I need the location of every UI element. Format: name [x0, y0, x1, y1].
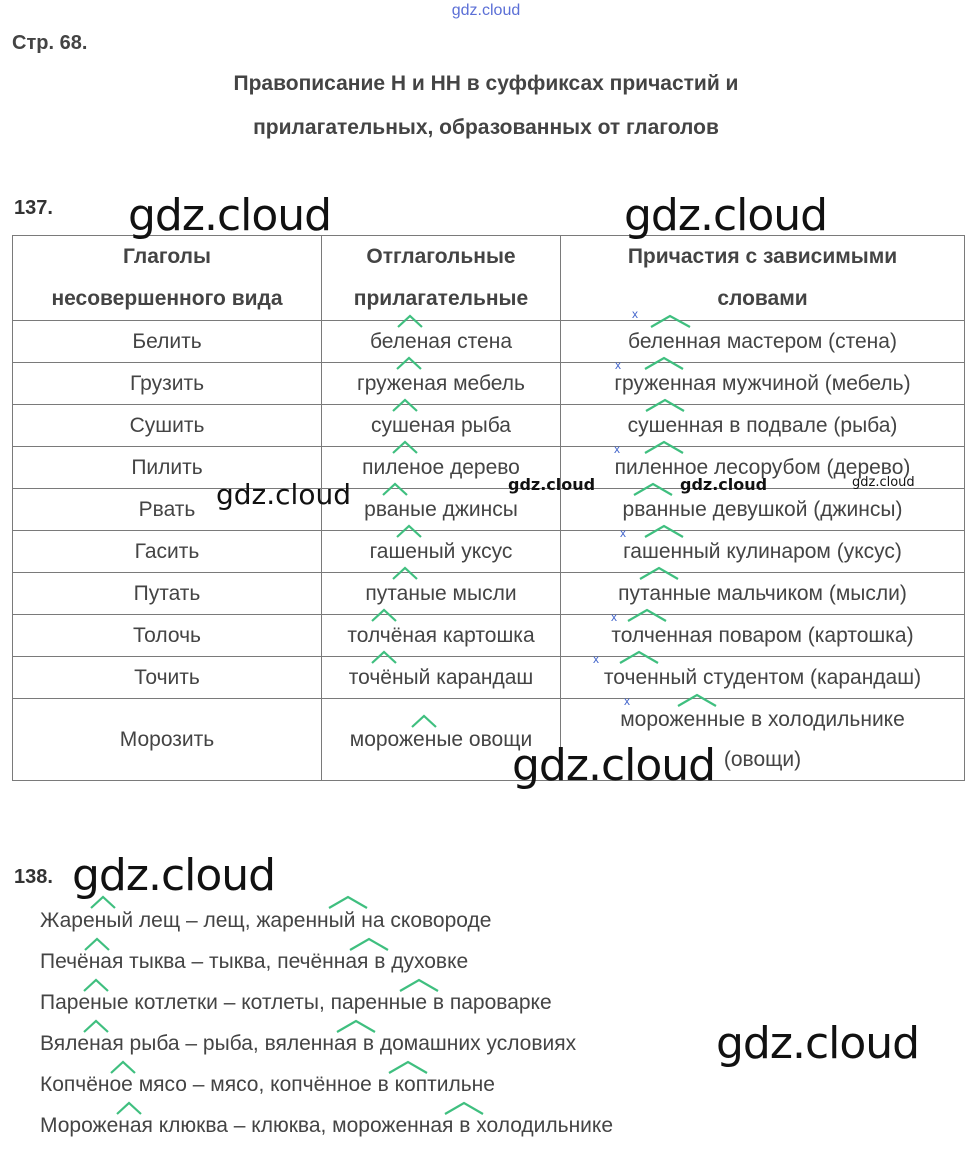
cell-participle: путанные мальчиком (мысли) — [561, 573, 965, 615]
table-row — [13, 363, 965, 405]
table-row — [13, 489, 965, 531]
cell-participle: рванные девушкой (джинсы) — [561, 489, 965, 531]
stress-mark: x — [611, 610, 617, 624]
page-number: Стр. 68. — [12, 32, 88, 54]
watermark: gdz.cloud — [852, 475, 915, 490]
table-row — [13, 573, 965, 615]
page-title-line1: Правописание Н и НН в суффиксах причастий и — [233, 72, 739, 95]
watermark: gdz.cloud — [216, 478, 351, 511]
list-item: Копчёное мясо – мясо, копчённое в коптильне — [40, 1073, 495, 1096]
list-item: Вяленая рыба – рыба, вяленная в домашних условиях — [40, 1032, 577, 1055]
list-item: Пареные котлетки – котлеты, паренные в пароварке — [40, 991, 552, 1014]
exercise-137-number: 137. — [14, 197, 53, 219]
cell-adjective: пиленое дерево — [322, 447, 561, 489]
cell-participle: сушенная в подвале (рыба) — [561, 405, 965, 447]
cell-verb: Точить — [13, 657, 322, 699]
watermark: gdz.cloud — [716, 1018, 920, 1069]
cell-verb: Белить — [13, 321, 322, 363]
cell-verb: Толочь — [13, 615, 322, 657]
stress-mark: x — [615, 358, 621, 372]
cell-participle: точенный студентом (карандаш) — [561, 657, 965, 699]
list-item: Жареный лещ – лещ, жаренный на сковороде — [40, 909, 492, 932]
cell-verb: Морозить — [13, 699, 322, 781]
list-item: Печёная тыква – тыква, печённая в духовке — [40, 950, 469, 973]
watermark: gdz.cloud — [508, 475, 596, 494]
header-adjectives: Отглагольные прилагательные — [322, 236, 561, 321]
cell-verb: Пилить — [13, 447, 322, 489]
watermark: gdz.cloud — [72, 850, 276, 901]
watermark: gdz.cloud — [128, 190, 332, 241]
cell-adjective: беленая стена — [322, 321, 561, 363]
exercise-137-table — [12, 235, 965, 781]
exercise-138-lines — [40, 900, 613, 1146]
cell-adjective: сушеная рыба — [322, 405, 561, 447]
stress-mark: x — [614, 442, 620, 456]
cell-adjective: путаные мысли — [322, 573, 561, 615]
exercise-138-number: 138. — [14, 866, 53, 888]
watermark-top: gdz.cloud — [451, 2, 521, 19]
table-row — [13, 531, 965, 573]
cell-verb: Сушить — [13, 405, 322, 447]
cell-adjective: мороженые овощи — [322, 699, 561, 781]
cell-participle: толченная поваром (картошка) — [561, 615, 965, 657]
cell-participle: беленная мастером (стена) — [561, 321, 965, 363]
cell-verb: Грузить — [13, 363, 322, 405]
cell-adjective: груженая мебель — [322, 363, 561, 405]
cell-adjective: толчёная картошка — [322, 615, 561, 657]
table-row — [13, 321, 965, 363]
cell-adjective: рваные джинсы — [322, 489, 561, 531]
table-row — [13, 405, 965, 447]
table-row — [13, 657, 965, 699]
watermark: gdz.cloud — [680, 475, 768, 494]
page-title-line2: прилагательных, образованных от глаголов — [253, 116, 719, 139]
table-header-row — [13, 236, 965, 321]
table-row — [13, 615, 965, 657]
stress-mark: x — [624, 694, 630, 708]
cell-verb: Гасить — [13, 531, 322, 573]
cell-adjective: точёный карандаш — [322, 657, 561, 699]
cell-participle: груженная мужчиной (мебель) — [561, 363, 965, 405]
stress-mark: x — [620, 526, 626, 540]
watermark: gdz.cloud — [512, 740, 716, 791]
cell-participle: мороженные в холодильнике (овощи) — [561, 699, 965, 781]
header-participles: Причастия с зависимыми словами — [561, 236, 965, 321]
table-row — [13, 447, 965, 489]
stress-mark: x — [593, 652, 599, 666]
cell-adjective: гашеный уксус — [322, 531, 561, 573]
cell-participle: пиленное лесорубом (дерево) — [561, 447, 965, 489]
cell-verb: Рвать — [13, 489, 322, 531]
table-row — [13, 699, 965, 781]
stress-mark: x — [632, 307, 638, 321]
list-item: Мороженая клюква – клюква, мороженная в холодильнике — [40, 1114, 614, 1137]
watermark: gdz.cloud — [624, 190, 828, 241]
header-verbs: Глаголы несовершенного вида — [13, 236, 322, 321]
cell-participle: гашенный кулинаром (уксус) — [561, 531, 965, 573]
cell-verb: Путать — [13, 573, 322, 615]
